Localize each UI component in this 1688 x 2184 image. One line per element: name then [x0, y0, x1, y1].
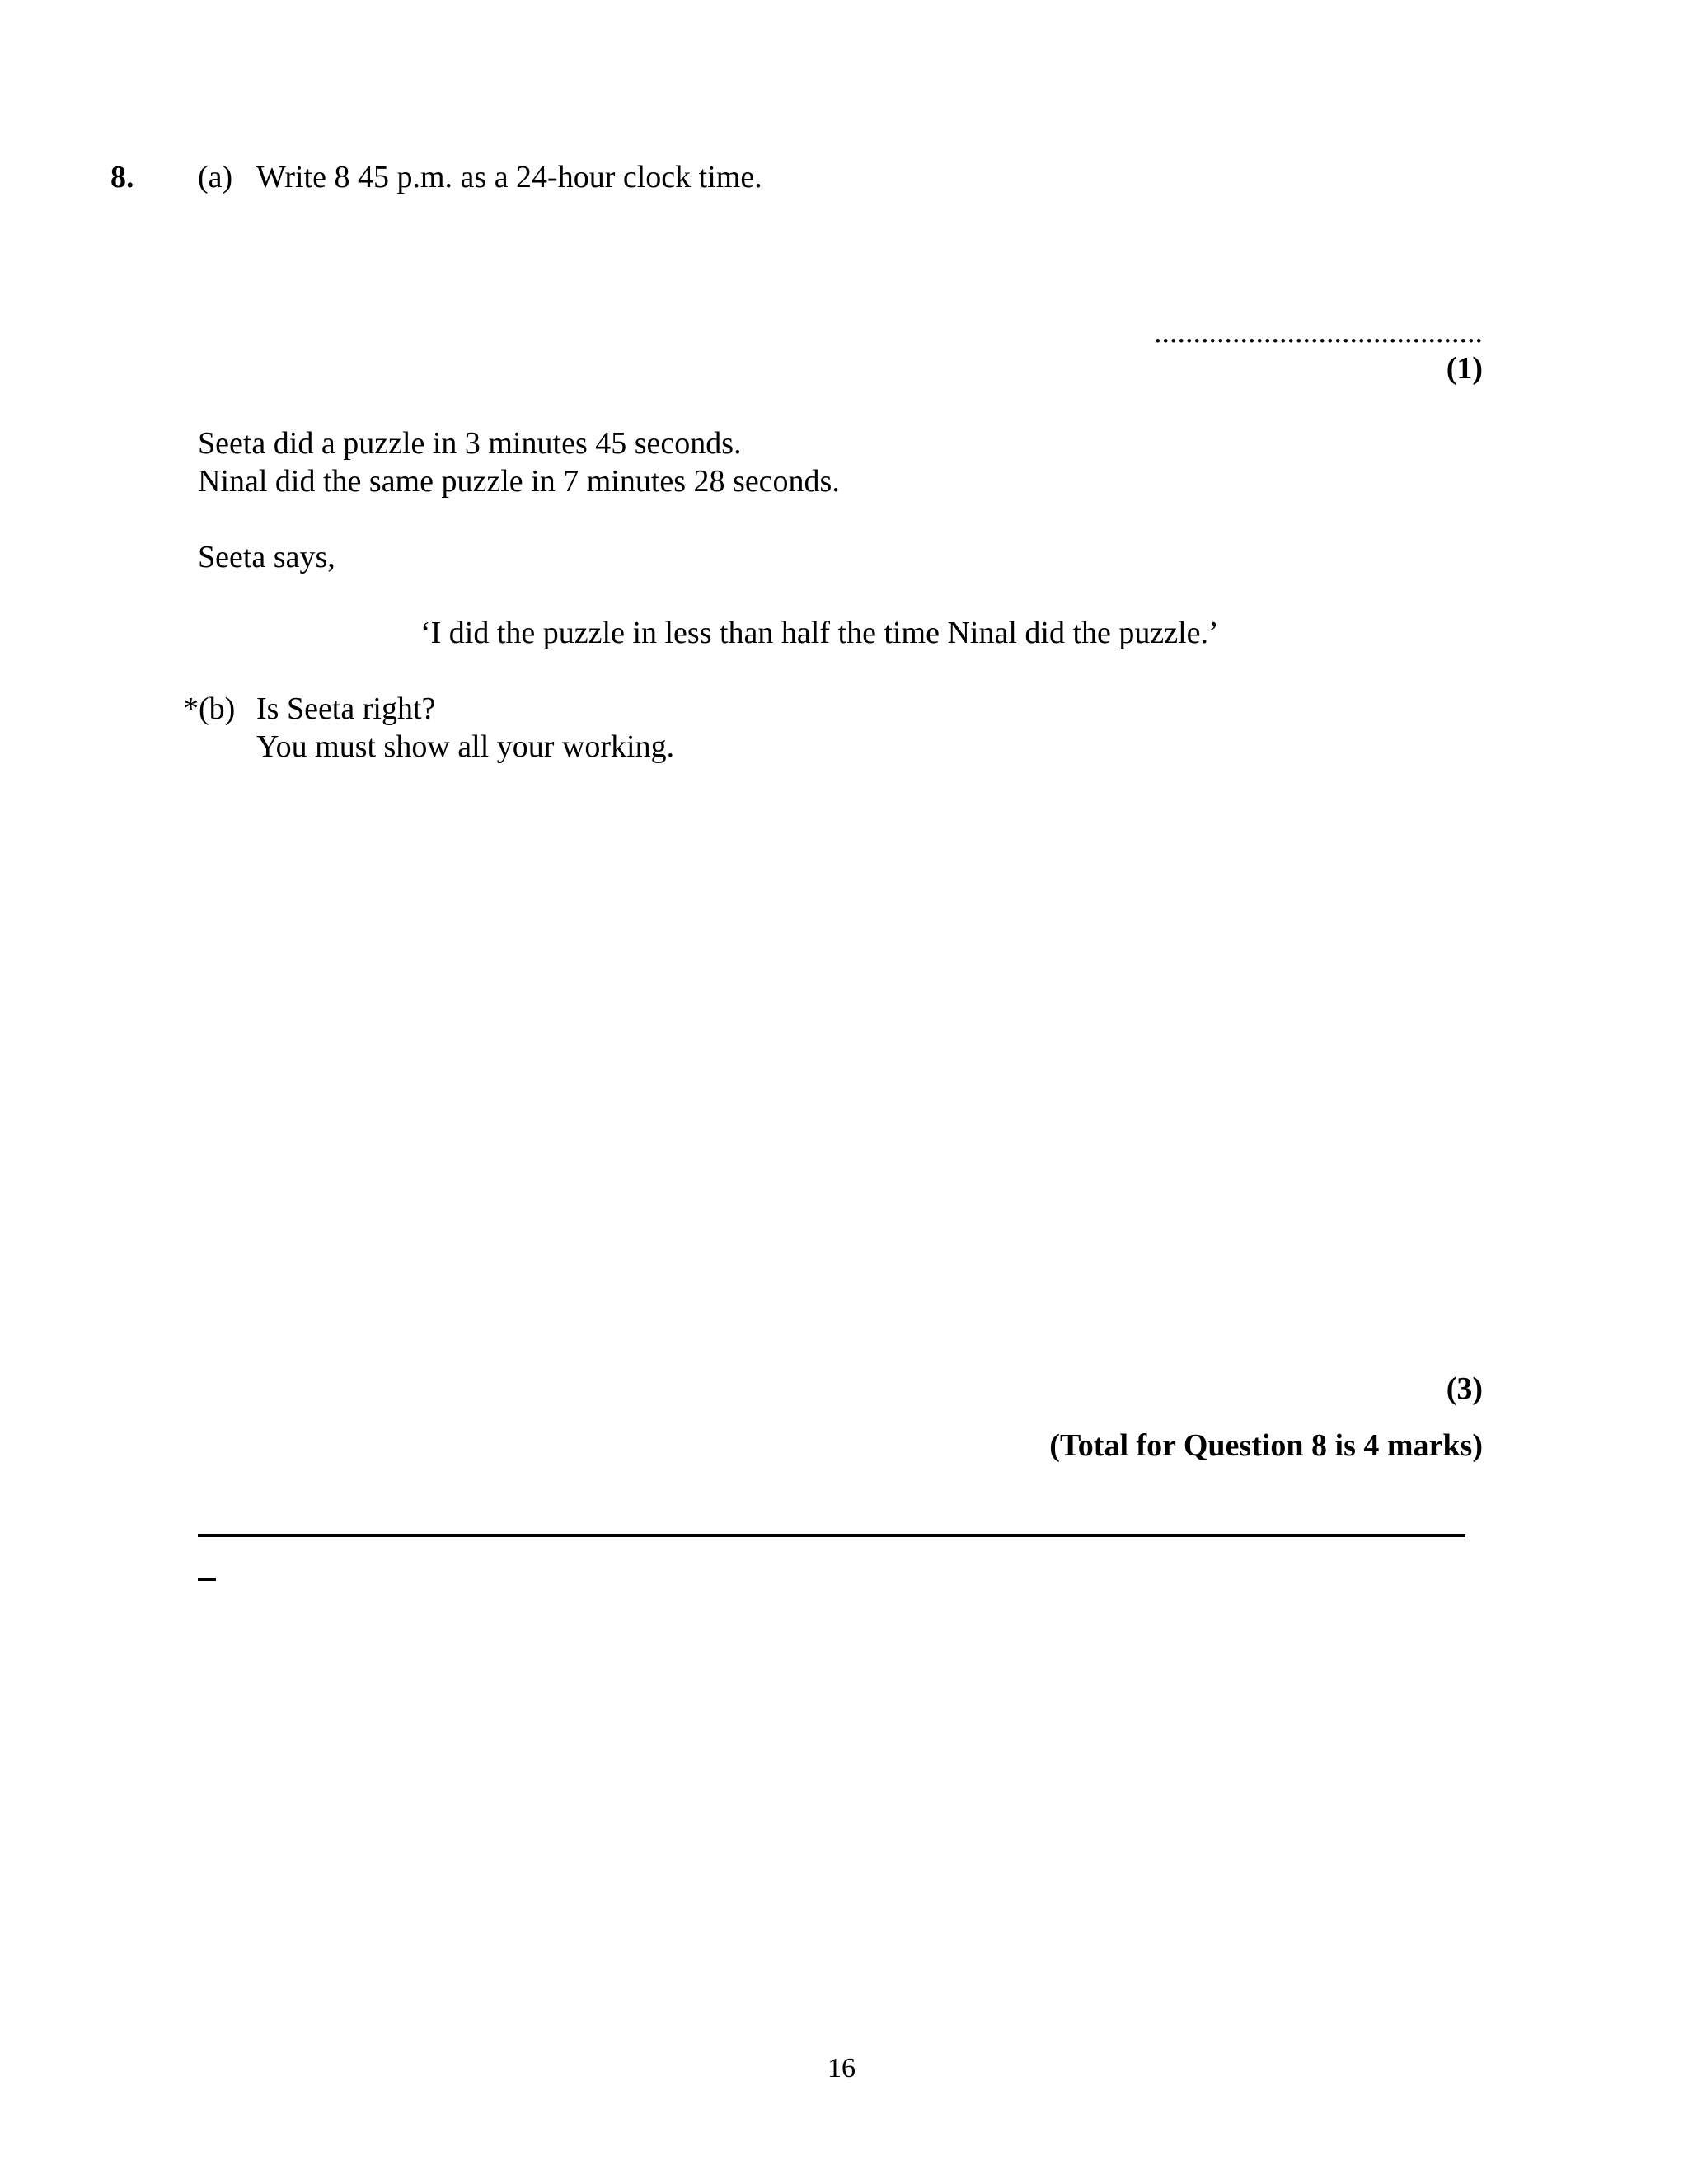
- part-b-line-2: You must show all your working.: [256, 729, 675, 764]
- question-number: 8.: [110, 160, 134, 194]
- divider-rule-stub: [198, 1578, 216, 1581]
- stem-line-2: Ninal did the same puzzle in 7 minutes 28 seconds.: [198, 464, 840, 499]
- question-total: (Total for Question 8 is 4 marks): [1049, 1428, 1483, 1463]
- part-a-label: (a): [198, 160, 233, 194]
- stem-line-1: Seeta did a puzzle in 3 minutes 45 seconds.: [198, 426, 742, 461]
- part-b-marks: (3): [1446, 1371, 1483, 1406]
- divider-rule: [198, 1534, 1465, 1537]
- part-b-line-1: Is Seeta right?: [256, 691, 436, 726]
- part-a-answer-line: ..........................................: [1154, 315, 1483, 349]
- stem-quote: ‘I did the puzzle in less than half the time Ninal did the puzzle.’: [420, 616, 1219, 650]
- stem-says: Seeta says,: [198, 540, 335, 574]
- part-a-marks: (1): [1446, 351, 1483, 386]
- part-a-text: Write 8 45 p.m. as a 24-hour clock time.: [256, 160, 762, 194]
- page-number: 16: [828, 2053, 856, 2083]
- part-b-label: *(b): [183, 691, 236, 726]
